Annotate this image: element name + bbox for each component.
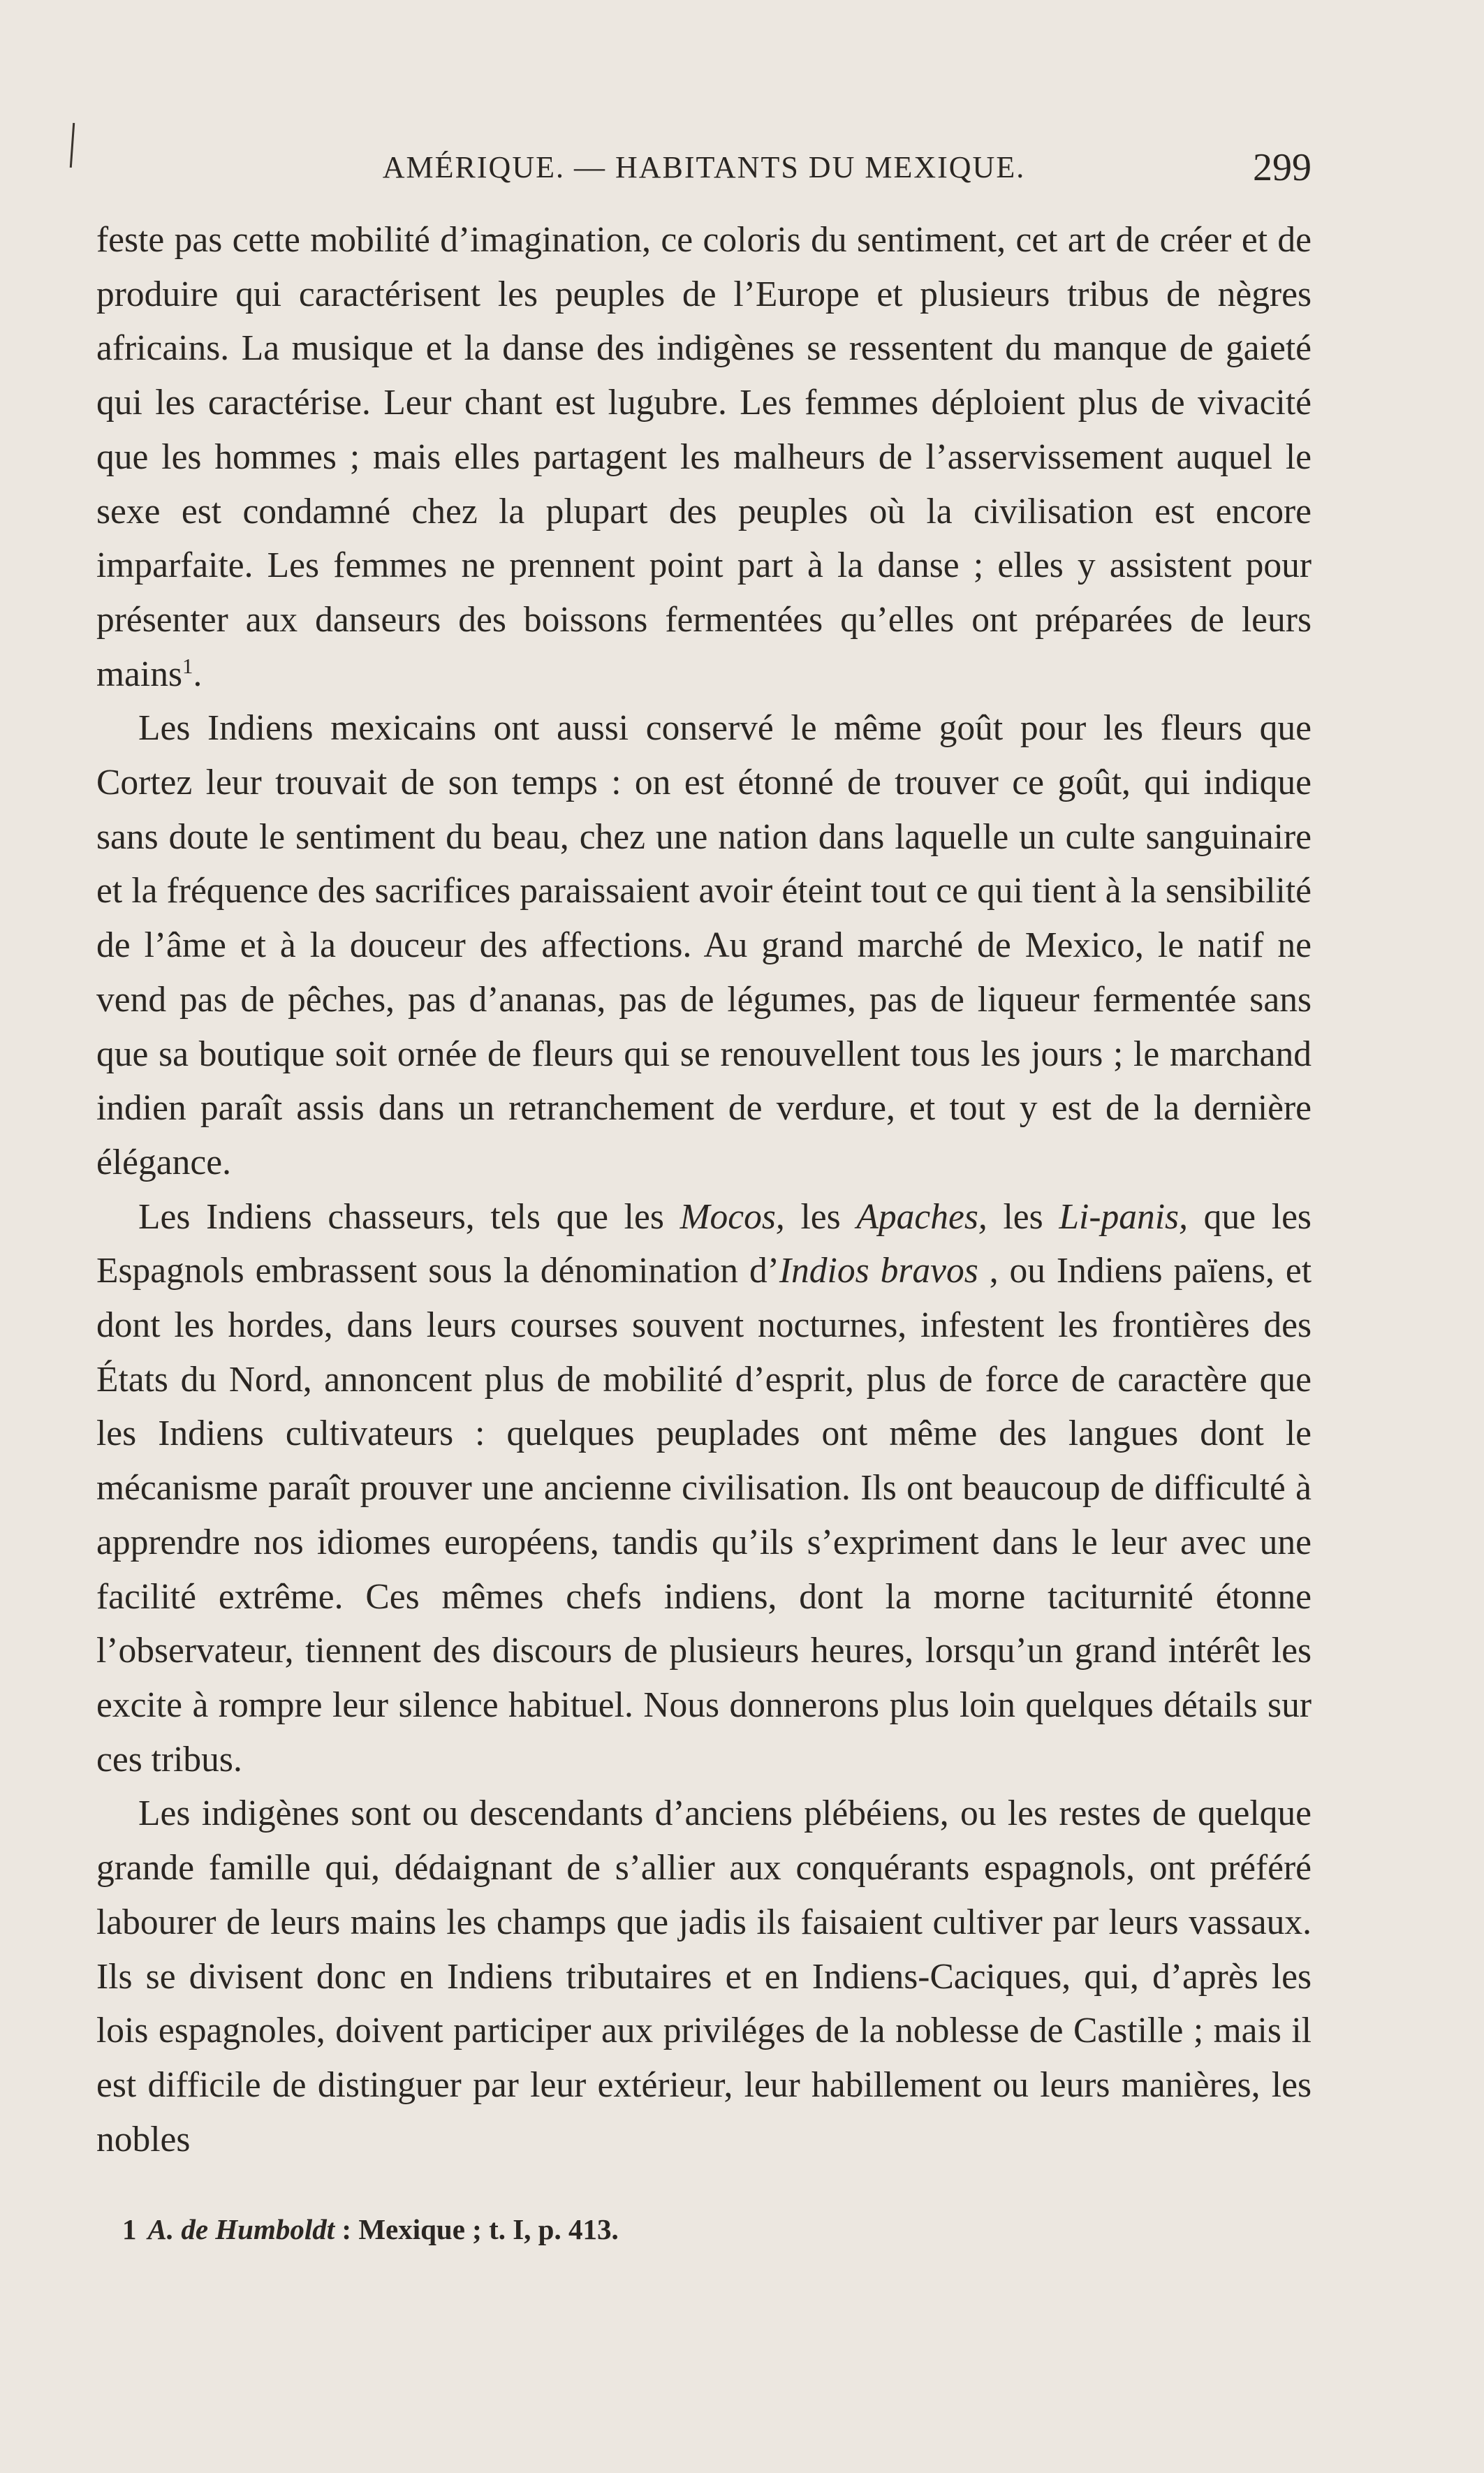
- paragraph: [96, 1190, 1312, 1787]
- footnote: [96, 2208, 1312, 2250]
- text-run: les: [987, 1196, 1059, 1237]
- margin-mark: [70, 123, 75, 168]
- page-number: 299: [1253, 146, 1312, 189]
- text-run: les: [784, 1196, 857, 1237]
- italic-term: Indios bravos: [779, 1251, 978, 1291]
- footnote-ref: 1: [182, 653, 193, 678]
- text-run: feste pas cette mobilité d’imagination, ce coloris du sentiment, cet art de créer et de produire qui caractérisent les peuples de l’Europe et plusieurs tribus de nègres africains. La musique et la danse des indigènes se ressentent du manque de gaieté qui les caractérise. Leur chant est lugubre. Les femmes déploient plus de vivacité que les hommes ; mais elles partagent les malheurs de l’asservissement auquel le sexe est condamné chez la plupart des peuples où la civilisation est encore imparfaite. Les femmes ne prennent point part à la danse ; elles y assistent pour présenter aux danseurs des boissons fermentées qu’elles ont préparées de leurs mains: [96, 220, 1312, 694]
- text-run: que les Espagnols embrassent sous la dénomination d’: [96, 1196, 1312, 1291]
- text-run: Les indigènes sont ou descendants d’anciens plébéiens, ou les restes de quelque grande famille qui, dédaignant de s’allier aux conquérants espagnols, ont préféré labourer de leurs mains les champs que jadis ils faisaient cultiver par leurs vassaux. Ils se divisent donc en Indiens tributaires et en Indiens-Caciques, qui, d’après les lois espagnoles, doivent participer aux priviléges de la noblesse de Castille ; mais il est difficile de distinguer par leur extérieur, leur habillement ou leurs manières, les nobles: [96, 1793, 1312, 2159]
- italic-term: Apaches,: [856, 1196, 987, 1237]
- running-head: [96, 145, 1312, 194]
- text-run: Les Indiens chasseurs, tels que les: [138, 1196, 680, 1237]
- running-head-title: AMÉRIQUE. — HABITANTS DU MEXIQUE.: [382, 150, 1026, 184]
- text-run: .: [193, 654, 203, 694]
- text-run: , ou Indiens païens, et dont les hordes, dans leurs courses souvent nocturnes, infestent les frontières des États du Nord, annoncent plus de mobilité d’esprit, plus de force de caractère que les Indiens cultivateurs : quelques peuplades ont même des langues dont le mécanisme paraît prouver une ancienne civilisation. Ils ont beaucoup de difficulté à apprendre nos idiomes européens, tandis qu’ils s’expriment dans le leur avec une facilité extrême. Ces mêmes chefs indiens, dont la morne taciturnité étonne l’observateur, tiennent des discours de plusieurs heures, lorsqu’un grand intérêt les excite à rompre leur silence habituel. Nous donnerons plus loin quelques détails sur ces tribus.: [96, 1251, 1312, 1779]
- italic-term: Li-panis,: [1059, 1196, 1188, 1237]
- italic-term: Mocos,: [679, 1196, 785, 1237]
- footnote-marker: 1: [122, 2213, 137, 2245]
- paragraph: [96, 1786, 1312, 2166]
- text-run: Les Indiens mexicains ont aussi conservé le même goût pour les fleurs que Cortez leur trouvait de son temps : on est étonné de trouver ce goût, qui indique sans doute le sentiment du beau, chez une nation dans laquelle un culte sanguinaire et la fréquence des sacrifices paraissaient avoir éteint tout ce qui tient à la sensibilité de l’âme et à la douceur des affections. Au grand marché de Mexico, le natif ne vend pas de pêches, pas d’ananas, pas de légumes, pas de liqueur fermentée sans que sa boutique soit ornée de fleurs qui se renouvellent tous les jours ; le marchand indien paraît assis dans un retranchement de verdure, et tout y est de la dernière élégance.: [96, 708, 1312, 1182]
- paragraph: [96, 701, 1312, 1189]
- body-text: [96, 213, 1312, 2166]
- footnote-author: A. de Humboldt: [147, 2213, 335, 2245]
- paragraph: [96, 213, 1312, 701]
- footnote-reference: : Mexique ; t. I, p. 413.: [335, 2213, 619, 2245]
